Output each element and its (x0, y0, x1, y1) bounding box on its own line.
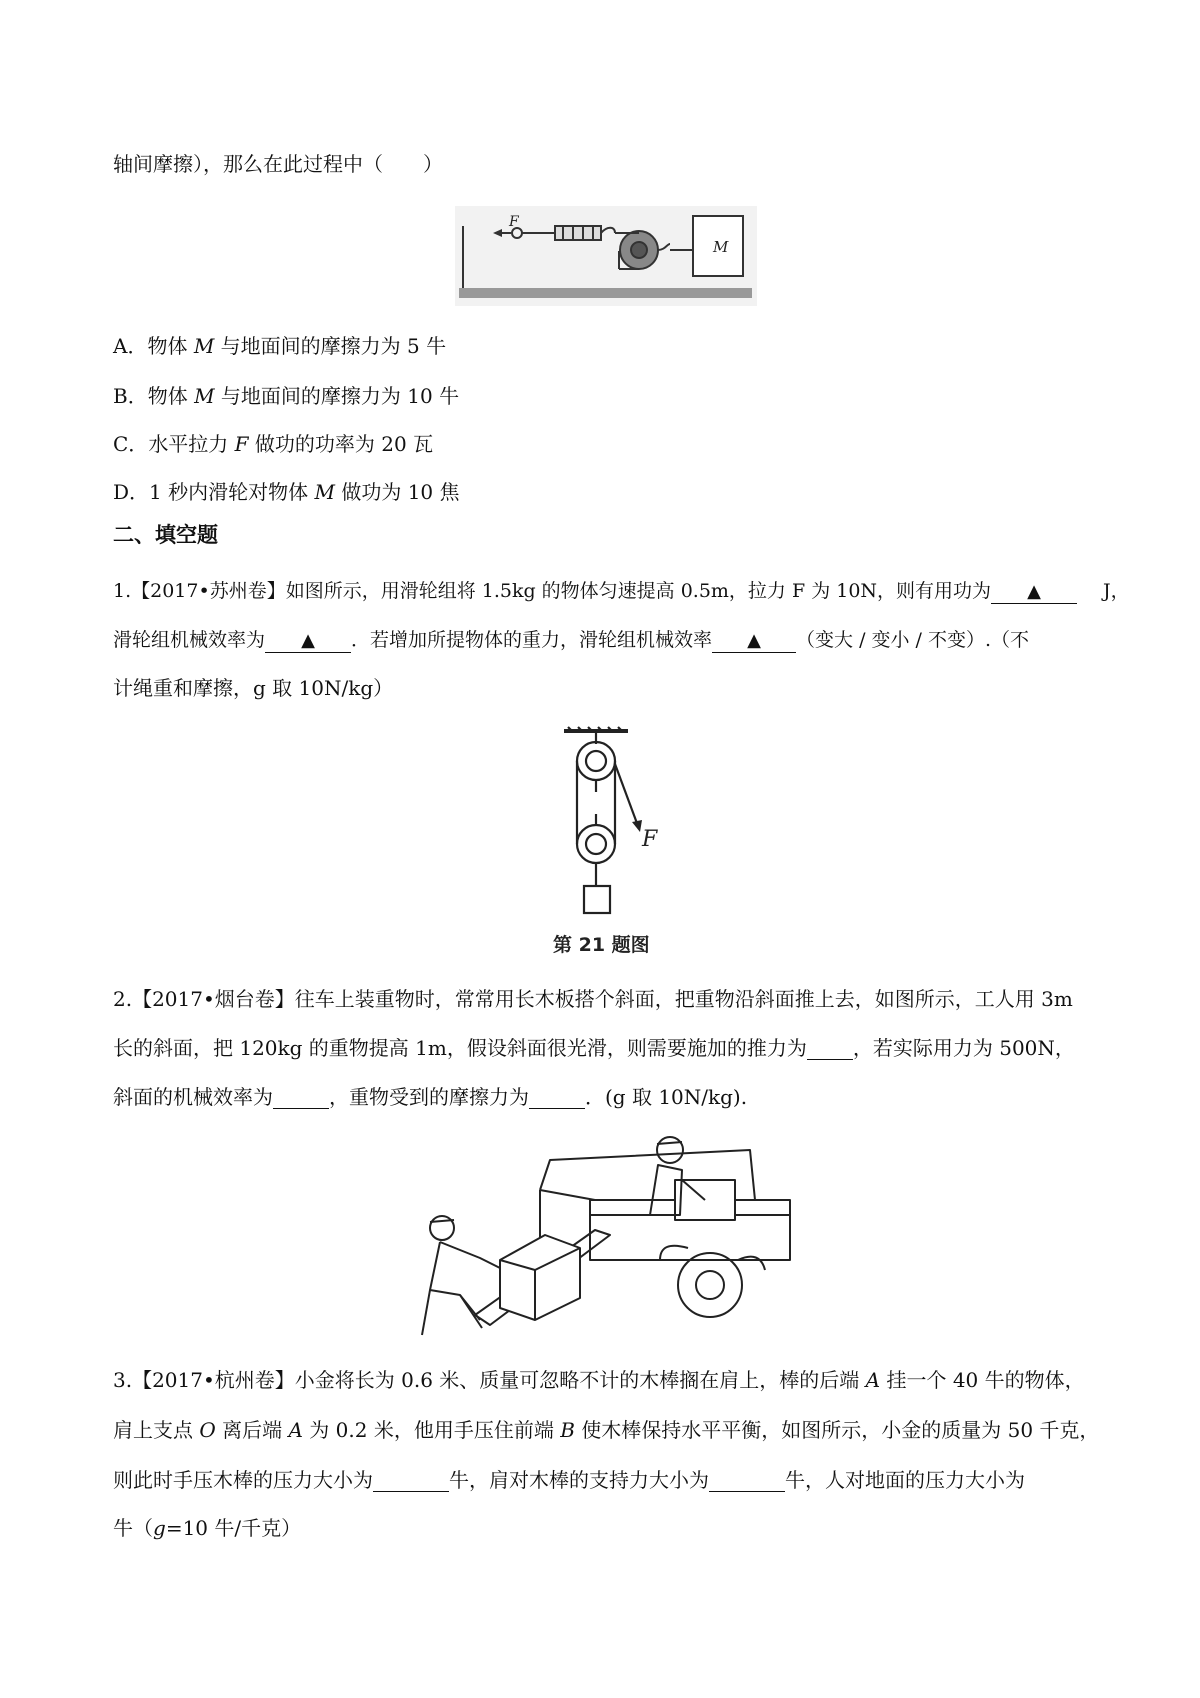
section-title: 二、填空题 (113, 523, 218, 547)
pull-force-label: F (642, 827, 658, 852)
option-a: A．物体 M 与地面间的摩擦力为 5 牛 (113, 334, 447, 358)
pulley-box-figure (455, 206, 757, 306)
option-d: D．1 秒内滑轮对物体 M 做功为 10 焦 (113, 480, 460, 504)
q1-line3: 计绳重和摩擦，g 取 10N/kg） (113, 676, 394, 700)
q1-line1: 1.【2017•苏州卷】如图所示，用滑轮组将 1.5kg 的物体匀速提高 0.5m，拉力 F 为 10N，则有用功为 ▲ J， (113, 580, 1130, 602)
q2-line3: 斜面的机械效率为 ，重物受到的摩擦力为 ．(g 取 10N/kg). (113, 1085, 748, 1109)
force-label-F: F (509, 214, 519, 230)
figure-caption: 第 21 题图 (553, 934, 650, 956)
option-b: B．物体 M 与地面间的摩擦力为 10 牛 (113, 384, 460, 408)
q3-line1: 3.【2017•杭州卷】小金将长为 0.6 米、质量可忽略不计的木棒搁在肩上，棒的后端 A 挂一个 40 牛的物体， (113, 1368, 1085, 1392)
incline-truck-illustration (420, 1120, 800, 1345)
box-label-M: M (713, 238, 729, 256)
q3-line3: 则此时手压木棒的压力大小为 牛，肩对木棒的支持力大小为 牛，人对地面的压力大小为 (113, 1468, 1025, 1492)
pulley-system-figure (556, 726, 666, 926)
question-continuation: 轴间摩擦），那么在此过程中（ ） (113, 152, 443, 176)
option-c: C．水平拉力 F 做功的功率为 20 瓦 (113, 432, 434, 456)
q2-line1: 2.【2017•烟台卷】往车上装重物时，常常用长木板搭个斜面，把重物沿斜面推上去，如图所示，工人用 3m (113, 987, 1073, 1011)
q2-line2: 长的斜面，把 120kg 的重物提高 1m，假设斜面很光滑，则需要施加的推力为 ，若实际用力为 500N， (113, 1036, 1075, 1060)
q1-line2: 滑轮组机械效率为 ▲ ．若增加所提物体的重力，滑轮组机械效率 ▲ （变大 / 变小 / 不变）.（不 (113, 629, 1030, 651)
q3-line2: 肩上支点 O 离后端 A 为 0.2 米，他用手压住前端 B 使木棒保持水平平衡，如图所示，小金的质量为 50 千克， (113, 1418, 1100, 1442)
q3-line4: 牛（g=10 牛/千克） (113, 1516, 302, 1540)
